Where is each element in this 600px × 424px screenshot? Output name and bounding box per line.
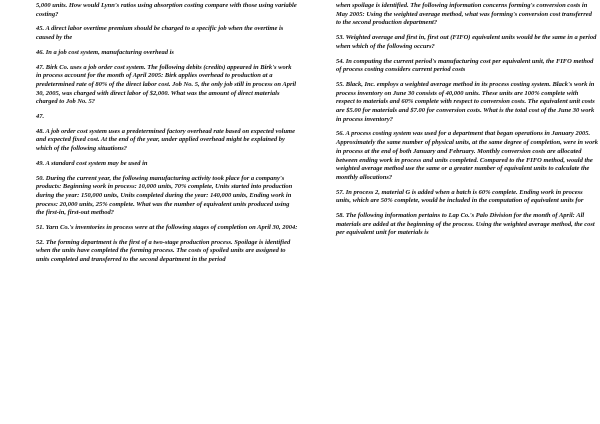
- question-51: 51. Yarn Co.'s inventories in process were at the following stages of completion on April 30, 2004:: [36, 224, 298, 232]
- question-50: 50. During the current year, the following manufacturing activity took place for a company's products: Beginning work in process: 10,000 units, 70% complete, Units started into production during the year: 150,000 units, Units completed during the year: 140,000 units, Ending work in process: 20,000 units, 25% complete. What was the number of equivalent units produced using the first-in, first-out method?: [36, 174, 293, 217]
- question-44-continued: 5,000 units. How would Lynn's ratios using absorption costing compare with those using variable costing?: [36, 2, 297, 18]
- question-47: 47. Birk Co. uses a job order cost system. The following debits (credits) appeared in Birk's work in process account for the month of April 2005: Birk applies overhead to production at a predetermined rate of 80% of the direct labor cost. Job No. 5, the only job still in process on April 30, 2005, was charged with direct labor of $2,000. What was the amount of direct materials charged to Job No. 5?: [36, 63, 297, 106]
- question-46: 46. In a job cost system, manufacturing overhead is: [36, 48, 174, 56]
- question-52: 52. The forming department is the first of a two-stage production process. Spoilage is identified when the units have completed the forming process. The costs of spoiled units are assigned to units completed and transferred to the second department in the period: [36, 238, 291, 264]
- question-56: 56. A process costing system was used for a department that began operations in January 2005. Approximately the same number of physical units, at the same degree of completion, were in work in process at the end of both January and February. Monthly conversion costs are allocated between ending work in process and units completed. Compared to the FIFO method, would the weighted average method use the same or a greater number of equivalent units to calculate the monthly allocations?: [336, 130, 598, 181]
- question-58: 58. The following information pertains to Lap Co.'s Palo Division for the month of April: All materials are added at the beginning of the process. Using the weighted average method, the cost per equivalent unit for materials is: [336, 212, 595, 237]
- question-55: 55. Black, Inc. employs a weighted average method in its process costing system. Black's work in process inventory on June 30 consists of 40,000 units. These units are 100% complete with respect to materials and 60% complete with respect to conversion costs. The equivalent unit costs are $5.00 for materials and $7.00 for conversion costs. What is the total cost of the June 30 work in process inventory?: [336, 80, 595, 123]
- question-49: 49. A standard cost system may be used in: [36, 159, 148, 167]
- question-57: 57. In process 2, material G is added when a batch is 60% complete. Ending work in process units, which are 50% complete, would be included in the computation of equivalent units for: [336, 188, 584, 205]
- question-48: 48. A job order cost system uses a predetermined factory overhead rate based on expected volume and expected fixed cost. At the end of the year, under applied overhead might be explained by which of the following situations?: [36, 127, 296, 153]
- left-column: [36, 2, 298, 271]
- question-47-label: 47.: [36, 113, 45, 121]
- question-54: 54. In computing the current period's manufacturing cost per equivalent unit, the FIFO method of process costing considers current period costs: [336, 57, 594, 74]
- question-52-continued: when spoilage is identified. The following information concerns forming's conversion costs in May 2005: Using the weighted average method, what was forming's conversion cost transferred to the second production department?: [336, 2, 592, 27]
- question-53: 53. Weighted average and first in, first out (FIFO) equivalent units would be the same in a period when which of the following occurs?: [336, 34, 597, 50]
- question-45: 45. A direct labor overtime premium should be charged to a specific job when the overtime is caused by the: [36, 25, 284, 42]
- right-column: [336, 2, 598, 244]
